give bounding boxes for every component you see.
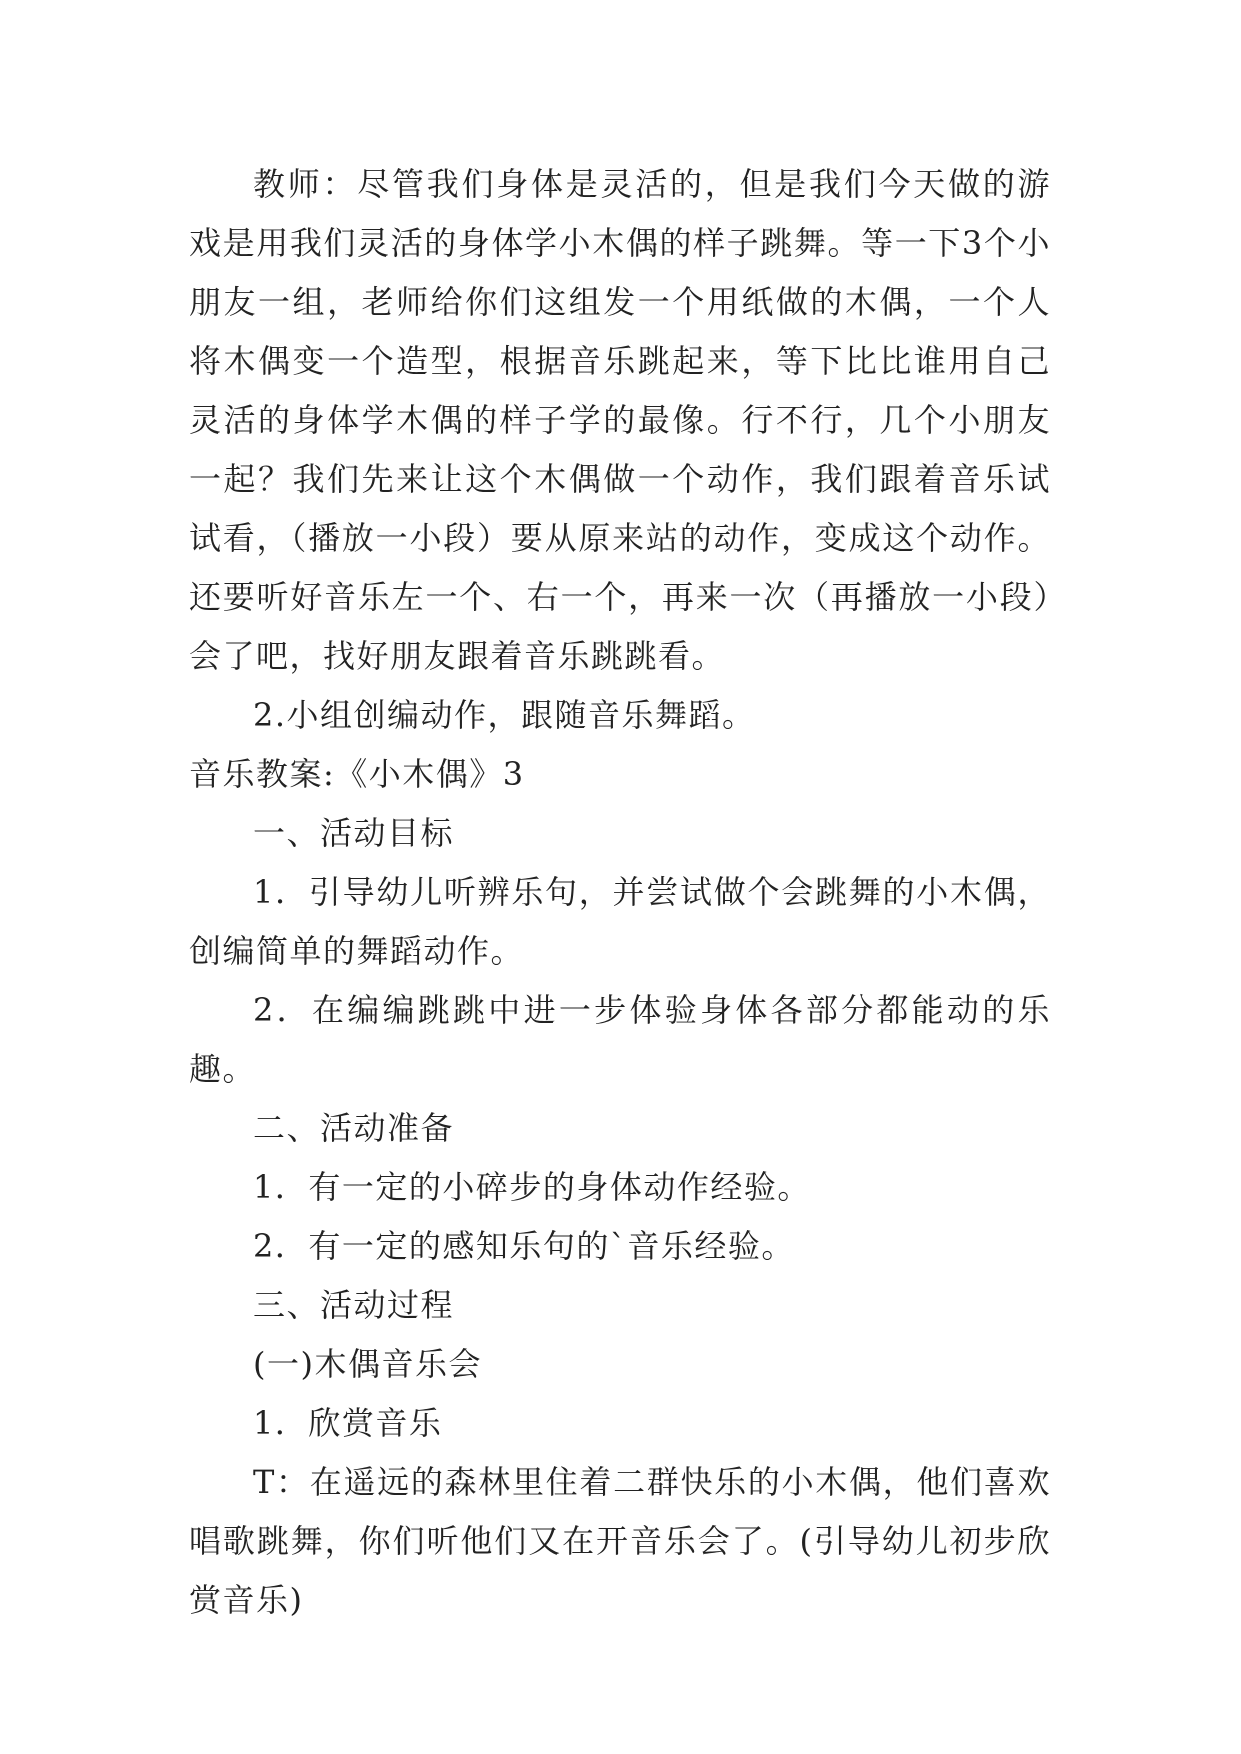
preparation-item-2: 2．有一定的感知乐句的`音乐经验。 [253,1227,795,1265]
process-item-1: 1．欣赏音乐 [253,1404,443,1442]
paragraph-group-dance: 2.小组创编动作，跟随音乐舞蹈。 [253,696,756,734]
subsection-heading-concert: (一)木偶音乐会 [253,1345,482,1383]
document-body [189,155,1051,1630]
lesson-plan-title: 音乐教案:《小木偶》3 [189,755,525,793]
paragraph-story-intro: T：在遥远的森林里住着二群快乐的小木偶，他们喜欢唱歌跳舞，你们听他们又在开音乐会了。(引导幼儿初步欣赏音乐) [189,1463,1051,1619]
goal-item-1: 1．引导幼儿听辨乐句，并尝试做个会跳舞的小木偶，创编简单的舞蹈动作。 [189,873,1051,970]
section-heading-goals: 一、活动目标 [253,814,455,852]
goal-item-2: 2．在编编跳跳中进一步体验身体各部分都能动的乐趣。 [189,991,1051,1088]
preparation-item-1: 1．有一定的小碎步的身体动作经验。 [253,1168,811,1206]
section-heading-preparation: 二、活动准备 [253,1109,455,1147]
section-heading-process: 三、活动过程 [253,1286,455,1324]
paragraph-teacher-instructions: 教师：尽管我们身体是灵活的，但是我们今天做的游戏是用我们灵活的身体学小木偶的样子跳舞。等一下3个小朋友一组，老师给你们这组发一个用纸做的木偶，一个人将木偶变一个造型，根据音乐跳起来，等下比比谁用自己灵活的身体学木偶的样子学的最像。行不行，几个小朋友一起？我们先来让这个木偶做一个动作，我们跟着音乐试试看，（播放一小段）要从原来站的动作，变成这个动作。还要听好音乐左一个、右一个，再来一次（再播放一小段）会了吧，找好朋友跟着音乐跳跳看。 [189,165,1051,675]
